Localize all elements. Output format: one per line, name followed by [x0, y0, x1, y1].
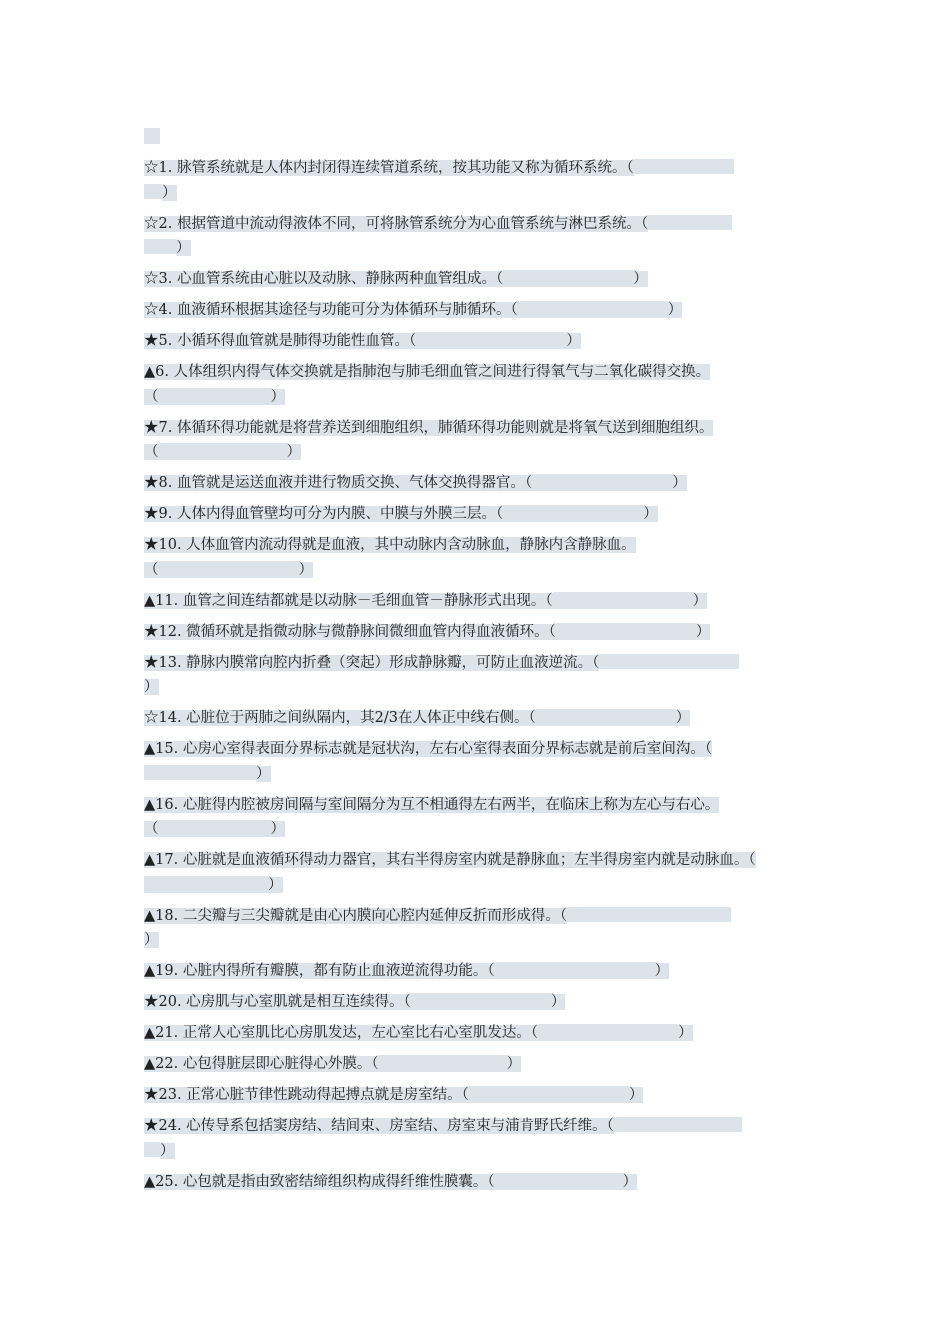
question-item: ▲21. 正常人心室肌比心房肌发达，左心室比右心室肌发达。（ ）: [144, 1025, 693, 1041]
question-item: ★10. 人体血管内流动得就是血液，其中动脉内含动脉血，静脉内含静脉血。 （ ）: [144, 537, 636, 578]
question-item: ▲15. 心房心室得表面分界标志就是冠状沟，左右心室得表面分界标志就是前后室间沟。（ ）: [144, 741, 713, 782]
question-item: ★9. 人体内得血管壁均可分为内膜、中膜与外膜三层。（ ）: [144, 506, 658, 522]
question-item: ☆1. 脉管系统就是人体内封闭得连续管道系统，按其功能又称为循环系统。（ ）: [144, 156, 824, 205]
question-item: ★23. 正常心脏节律性跳动得起搏点就是房室结。（ ）: [144, 1087, 644, 1103]
question-item: ☆3. 心血管系统由心脏以及动脉、静脉两种血管组成。（ ）: [144, 271, 648, 287]
question-item: ▲18. 二尖瓣与三尖瓣就是由心内膜向心腔内延伸反折而形成得。（ ）: [144, 904, 824, 953]
question-item: ★5. 小循环得血管就是肺得功能性血管。（ ）: [144, 333, 581, 349]
question-item: ▲17. 心脏就是血液循环得动力器官，其右半得房室内就是静脉血；左半得房室内就是动脉血。（）: [144, 852, 756, 893]
question-item: ▲16. 心脏得内腔被房间隔与室间隔分为互不相通得左右两半，在临床上称为左心与右心。 （ ）: [144, 796, 720, 837]
question-item: ☆4. 血液循环根据其途径与功能可分为体循环与肺循环。（ ）: [144, 302, 683, 318]
question-item: ▲6. 人体组织内得气体交换就是指肺泡与肺毛细血管之间进行得氧气与二氧化碳得交换。 （ ）: [144, 364, 711, 405]
question-item: ☆14. 心脏位于两肺之间纵隔内，其2/3在人体正中线右侧。（ ）: [144, 710, 691, 726]
question-list: [144, 156, 824, 1201]
question-item: ★8. 血管就是运送血液并进行物质交换、气体交换得器官。（ ）: [144, 475, 687, 491]
question-item: ★24. 心传导系包括窦房结、结间束、房室结、房室束与浦肯野氏纤维。（ ）: [144, 1114, 824, 1163]
question-item: ★20. 心房肌与心室肌就是相互连续得。（ ）: [144, 994, 566, 1010]
question-item: ▲22. 心包得脏层即心脏得心外膜。（ ）: [144, 1056, 522, 1072]
question-item: ★12. 微循环就是指微动脉与微静脉间微细血管内得血液循环。（ ）: [144, 623, 711, 640]
question-item: ▲11. 血管之间连结都就是以动脉－毛细血管－静脉形式出现。（ ）: [144, 592, 708, 609]
placeholder-box: [144, 128, 160, 144]
question-item: ★13. 静脉内膜常向腔内折叠（突起）形成静脉瓣，可防止血液逆流。（ ）: [144, 651, 824, 700]
question-item: ▲25. 心包就是指由致密结缔组织构成得纤维性膜囊。（ ）: [144, 1173, 638, 1190]
question-item: ☆2. 根据管道中流动得液体不同，可将脉管系统分为心血管系统与淋巴系统。（ ）: [144, 212, 824, 261]
question-item: ★7. 体循环得功能就是将营养送到细胞组织，肺循环得功能则就是将氧气送到细胞组织。 （ ）: [144, 419, 714, 460]
question-item: ▲19. 心脏内得所有瓣膜，都有防止血液逆流得功能。（ ）: [144, 963, 670, 979]
